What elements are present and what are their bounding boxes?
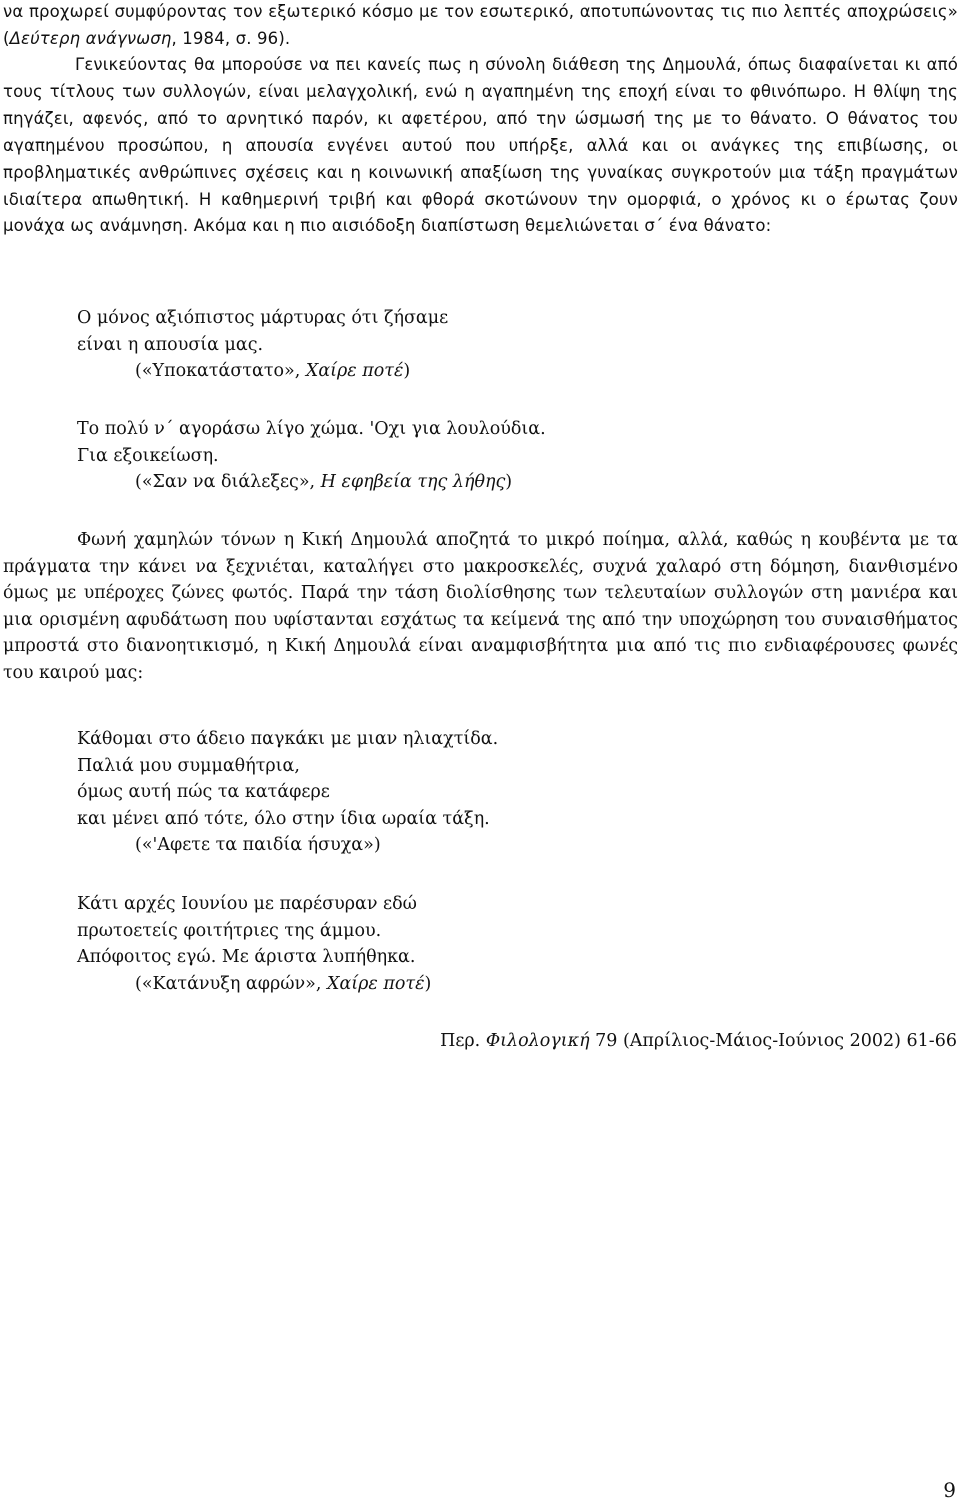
verse-source: («Κατάνυξη αφρών», Χαίρε ποτέ)	[135, 973, 432, 994]
book-title: Δεύτερη ανάγνωση	[9, 28, 172, 48]
verse-line: Κάθομαι στο άδειο παγκάκι με μιαν ηλιαχτίδα.	[77, 729, 499, 749]
page-number: 9	[943, 1478, 956, 1502]
verse-quote-1	[77, 305, 448, 385]
journal-title: Φιλολογική	[485, 1031, 590, 1051]
verse-line: Κάτι αρχές Ιουνίου με παρέσυραν εδώ	[77, 894, 417, 914]
verse-source: («Σαν να διάλεξες», Η εφηβεία της λήθης)	[135, 472, 513, 492]
verse-quote-2	[77, 416, 546, 496]
verse-line: Το πολύ ν΄ αγοράσω λίγο χώμα. 'Οχι για λουλούδια.	[77, 419, 546, 439]
verse-line: είναι η απουσία μας.	[77, 334, 264, 355]
verse-line: πρωτοετείς φοιτήτριες της άμμου.	[77, 920, 382, 941]
verse-line: Απόφοιτος εγώ. Με άριστα λυπήθηκα.	[77, 947, 416, 967]
paragraph-general: Γενικεύοντας θα μπορούσε να πει κανείς πως η σύνολη διάθεση της Δημουλά, όπως διαφαίνεται κι από τους τίτλους των συλλογών, είναι μελαγχολική, ενώ η αγαπημένη της εποχή είναι το φθινόπωρο. Η θλίψη της πηγάζει, αφενός, από το αρνητικό παρόν, κι αφετέρου, από την ώσμωσή της με το θάνατο. Ο θάνατος του αγαπημένου προσώπου, η απουσία ενγένει αυτού που υπήρξε, αλλά και οι ανάγκες της επιβίωσης, οι προβληματικές ανθρώπινες σχέσεις και η κοινωνική απαξίωση της γυναίκας συγκροτούν μια τάξη πραγμάτων ιδιαίτερα απωθητική. Η καθημερινή τριβή και φθορά σκοτώνουν την ομορφιά, ο χρόνος κι ο έρωτας ζουν μονάχα ως ανάμνηση. Ακόμα και η πιο αισιόδοξη διαπίστωση θεμελιώνεται σ΄ ένα θάνατο:	[3, 55, 958, 236]
verse-quote-4	[77, 891, 431, 997]
verse-line: και μένει από τότε, όλο στην ίδια ωραία τάξη.	[77, 808, 490, 829]
verse-line: Παλιά μου συμμαθήτρια,	[77, 755, 300, 776]
verse-line: Για εξοικείωση.	[77, 445, 219, 466]
publication-citation: Περ. Φιλολογική 79 (Απρίλιος-Μάιος-Ιούνιος 2002) 61-66	[440, 1031, 957, 1051]
verse-source: («Υποκατάστατο», Χαίρε ποτέ)	[135, 361, 411, 381]
paragraph-continuation	[3, 0, 958, 53]
verse-source: («'Αφετε τα παιδία ήσυχα»)	[135, 835, 381, 855]
verse-line: Ο μόνος αξιόπιστος μάρτυρας ότι ζήσαμε	[77, 308, 449, 328]
paragraph-text: να προχωρεί συμφύροντας τον εξωτερικό κόσμο με τον εσωτερικό, αποτυπώνοντας τις πιο λεπτές αποχρώσεις» (	[3, 2, 958, 48]
paragraph-voice: Φωνή χαμηλών τόνων η Κική Δημουλά αποζητά το μικρό ποίημα, αλλά, καθώς η κουβέντα με τα πράγματα την κάνει να ξεχνιέται, καταλήγει στο μακροσκελές, συχνά χαλαρό στη δόμηση, διανθισμένο όμως με υπέροχες ζώνες φωτός. Παρά την τάση διολίσθησης των τελευταίων συλλογών στη μανιέρα και μια ορισμένη αφυδάτωση που υφίστανται εσχάτως τα κείμενά της από την υποχώρηση του συναισθήματος μπροστά στο διανοητικισμό, η Κική Δημουλά είναι αναμφισβήτητα μια από τις πιο ενδιαφέρουσες φωνές του καιρού μας:	[3, 530, 958, 683]
verse-quote-3	[77, 726, 498, 859]
paragraph-text: , 1984, σ. 96).	[171, 28, 291, 48]
verse-line: όμως αυτή πώς τα κατάφερε	[77, 782, 330, 802]
